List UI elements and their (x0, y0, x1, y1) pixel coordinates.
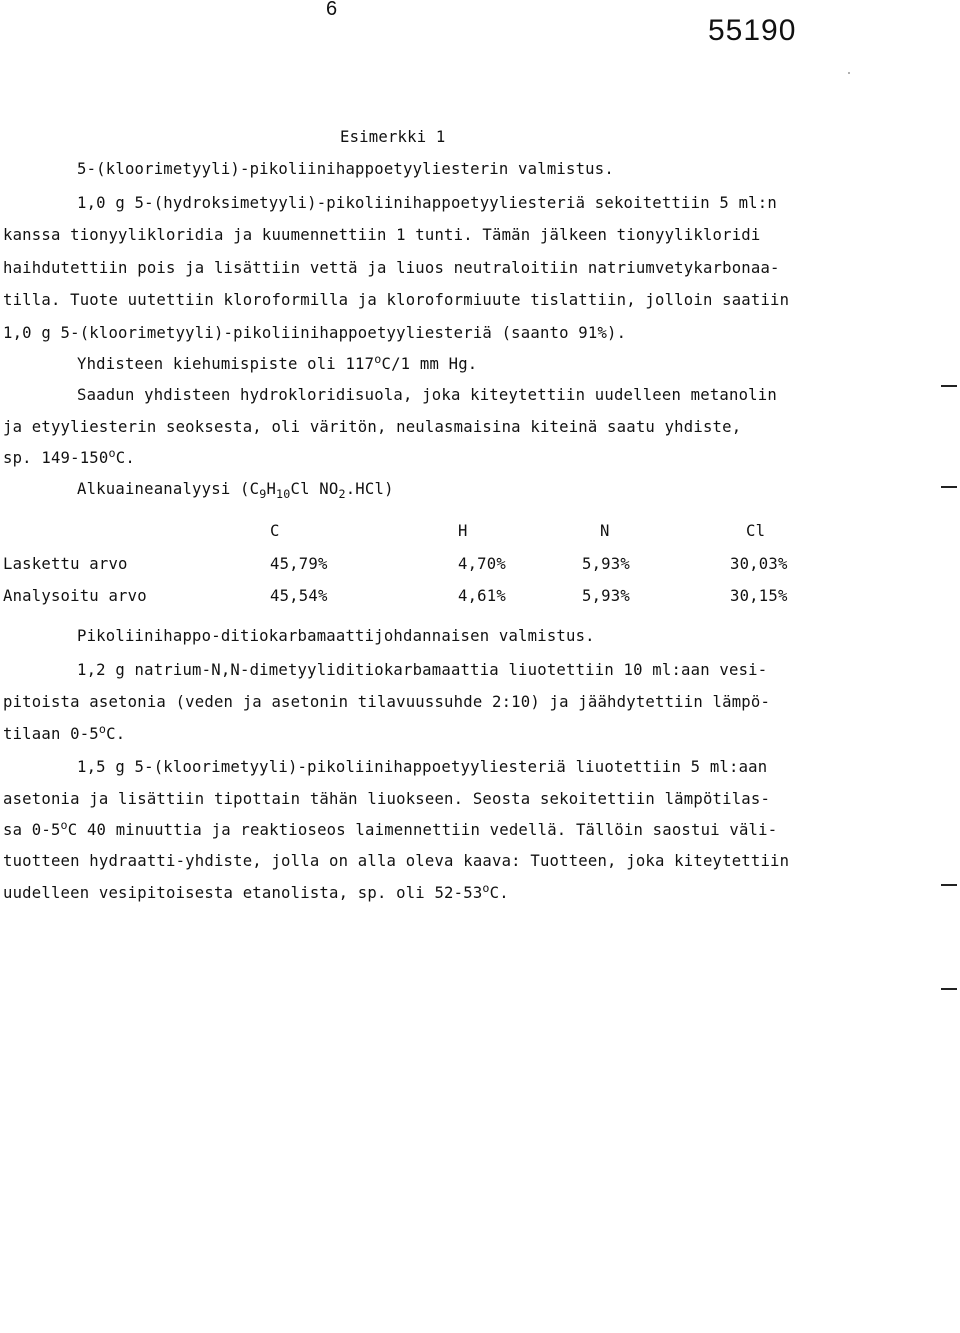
analysis-formula: Alkuaineanalyysi ($C_9H_{10}Cl$ $NO_2.HCl$) (77, 480, 394, 502)
melting-point-line: sp. 149-150$^o$C. (3, 446, 135, 468)
page-number: 6 (326, 0, 338, 20)
paragraph-line: 1,0 g 5-(hydroksimetyyli)-pikoliinihappoetyyliesteriä sekoitettiin 5 ml:n (77, 194, 777, 212)
margin-mark (941, 884, 957, 886)
paragraph-line: tuotteen hydraatti-yhdiste, jolla on alla oleva kaava: Tuotteen, joka kiteytettiin (3, 852, 790, 870)
example-heading: Esimerkki 1 (340, 128, 446, 146)
column-header-h: H (458, 522, 468, 540)
paragraph-line: sa 0-5$^o$C 40 minuuttia ja reaktioseos laimennettiin vedellä. Tällöin saostui väli- (3, 818, 778, 840)
paragraph-line: ja etyyliesterin seoksesta, oli väritön, neulasmaisina kiteinä saatu yhdiste, (3, 418, 742, 436)
table-cell: 4,61% (458, 587, 506, 605)
temperature-line: tilaan 0-5$^o$C. (3, 722, 126, 744)
table-cell: 30,03% (730, 555, 788, 573)
paragraph-line: uudelleen vesipitoisesta etanolista, sp. oli 52-53$^o$C. (3, 881, 509, 903)
margin-mark (941, 486, 957, 488)
table-cell: 30,15% (730, 587, 788, 605)
table-cell: 5,93% (582, 555, 630, 573)
column-header-n: N (600, 522, 610, 540)
table-cell: 4,70% (458, 555, 506, 573)
paragraph-line: Saadun yhdisteen hydrokloridisuola, joka kiteytettiin uudelleen metanolin (77, 386, 777, 404)
paragraph-line: asetonia ja lisättiin tipottain tähän liuokseen. Seosta sekoitettiin lämpötilas- (3, 790, 771, 808)
paragraph-line: pitoista asetonia (veden ja asetonin tilavuussuhde 2:10) ja jäähdytettiin lämpö- (3, 693, 771, 711)
section-title-1: 5-(kloorimetyyli)-pikoliinihappoetyyliesterin valmistus. (77, 160, 614, 178)
paragraph-line: haihdutettiin pois ja lisättiin vettä ja liuos neutraloitiin natriumvetykarbonaa- (3, 259, 780, 277)
paragraph-line: 1,5 g 5-(kloorimetyyli)-pikoliinihappoetyyliesteriä liuotettiin 5 ml:aan (77, 758, 768, 776)
paragraph-line: tilla. Tuote uutettiin kloroformilla ja kloroformiuute tislattiin, jolloin saatiin (3, 291, 790, 309)
table-cell: 45,79% (270, 555, 328, 573)
row-label-analysed: Analysoitu arvo (3, 587, 147, 605)
margin-mark (941, 988, 957, 990)
column-header-cl: Cl (746, 522, 766, 540)
paragraph-line: 1,2 g natrium-N,N-dimetyyliditiokarbamaattia liuotettiin 10 ml:aan vesi- (77, 661, 768, 679)
margin-mark (941, 385, 957, 387)
speck (848, 72, 850, 74)
row-label-calculated: Laskettu arvo (3, 555, 128, 573)
table-cell: 5,93% (582, 587, 630, 605)
document-number: 55190 (708, 14, 797, 47)
paragraph-line: 1,0 g 5-(kloorimetyyli)-pikoliinihappoetyyliesteriä (saanto 91%). (3, 324, 627, 342)
table-cell: 45,54% (270, 587, 328, 605)
column-header-c: C (270, 522, 280, 540)
boiling-point-line: Yhdisteen kiehumispiste oli 117$^o$C/1 mm Hg. (77, 352, 478, 374)
section-title-2: Pikoliinihappo-ditiokarbamaattijohdannaisen valmistus. (77, 627, 595, 645)
paragraph-line: kanssa tionyylikloridia ja kuumennettiin 1 tunti. Tämän jälkeen tionyylikloridi (3, 226, 761, 244)
